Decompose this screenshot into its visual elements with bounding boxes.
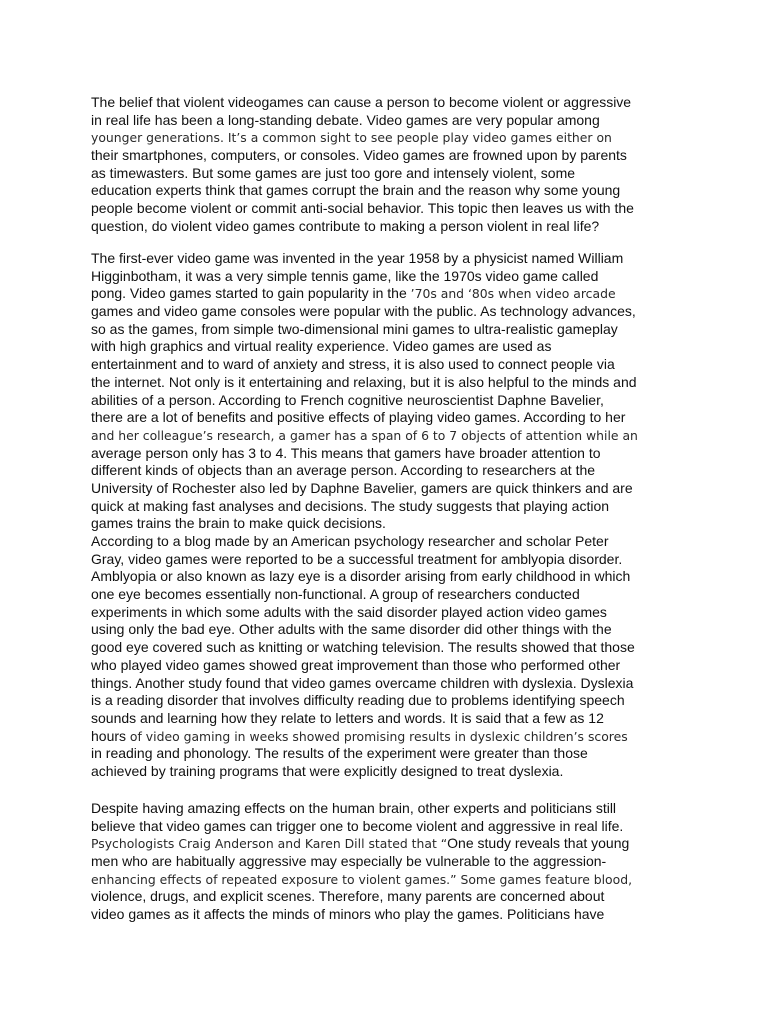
text-line (91, 409, 681, 427)
text-segment: violence, drugs, and explicit scenes. Therefore, many parents are concerned about (91, 888, 605, 905)
text-segment: believe that video games can trigger one to become violent and aggressive in real life. (91, 817, 624, 834)
text-line (91, 321, 681, 339)
text-line (91, 303, 681, 321)
text-segment: there are a lot of benefits and positive effects of playing video games. According to her (91, 409, 626, 426)
text-segment: University of Rochester also led by Daphne Bavelier, gamers are quick thinkers and are (91, 479, 633, 496)
text-segment: enhancing effects of repeated exposure to violent games.” Some games feature blood, (91, 871, 633, 887)
text-segment: people become violent or commit anti-social behavior. This topic then leaves us with the (91, 200, 634, 217)
text-segment: Gray, video games were reported to be a successful treatment for amblyopia disorder. (91, 550, 623, 567)
text-segment: good eye covered such as knitting or watching television. The results showed that those (91, 639, 635, 656)
text-segment: The belief that violent videogames can cause a person to become violent or aggressive (91, 94, 632, 110)
text-line (91, 427, 681, 445)
text-line (91, 480, 681, 498)
text-segment: video games as it affects the minds of minors who play the games. Politicians have (91, 906, 605, 923)
text-segment: in reading and phonology. The results of the experiment were greater than those (91, 745, 588, 762)
text-line (91, 728, 681, 746)
text-line (91, 392, 681, 410)
text-segment: of video gaming in weeks showed promising results in dyslexic children’s scores (129, 728, 628, 744)
text-segment: education experts think that games corrupt the brain and the reason why some young (91, 182, 621, 199)
text-line (91, 112, 681, 130)
text-line (91, 871, 681, 889)
text-line (91, 800, 681, 818)
text-line (91, 818, 681, 836)
text-line (91, 621, 681, 639)
text-line (91, 692, 681, 710)
text-segment: quick at making fast analyses and decisions. The study suggests that playing action (91, 497, 610, 514)
paragraph-intro (91, 94, 681, 236)
text-line (91, 533, 681, 551)
paragraph-concerns (91, 800, 681, 924)
text-segment: in real life has been a long-standing debate. Video games are very popular among (91, 111, 600, 128)
text-segment: Despite having amazing effects on the human brain, other experts and politicians still (91, 800, 617, 816)
text-line (91, 835, 681, 853)
text-segment: One study reveals that young (447, 835, 630, 852)
text-line (91, 250, 681, 268)
text-segment: Amblyopia or also known as lazy eye is a disorder arising from early childhood in which (91, 568, 631, 585)
text-line (91, 200, 681, 218)
text-line (91, 604, 681, 622)
text-line (91, 906, 681, 924)
text-line (91, 551, 681, 569)
text-line (91, 218, 681, 236)
text-segment: with high graphics and virtual reality experience. Video games are used as (91, 338, 552, 355)
text-line (91, 462, 681, 480)
text-line (91, 338, 681, 356)
text-line (91, 763, 681, 781)
text-segment: The first-ever video game was invented in the year 1958 by a physicist named William (91, 250, 624, 266)
text-line (91, 639, 681, 657)
text-line (91, 568, 681, 586)
text-line (91, 445, 681, 463)
text-line (91, 94, 681, 112)
text-line (91, 165, 681, 183)
text-segment: entertainment and to ward of anxiety and stress, it is also used to connect people via (91, 356, 615, 373)
text-line (91, 498, 681, 516)
text-segment: sounds and learning how they relate to letters and words. It is said that a few as 12 (91, 709, 604, 726)
text-line (91, 374, 681, 392)
text-line (91, 745, 681, 763)
text-line (91, 675, 681, 693)
text-line (91, 147, 681, 165)
text-line (91, 129, 681, 147)
text-segment: experiments in which some adults with the said disorder played action video games (91, 603, 607, 620)
text-segment: their smartphones, computers, or consoles. Video games are frowned upon by parents (91, 147, 627, 164)
text-segment: Psychologists Craig Anderson and Karen Dill stated that “ (91, 836, 448, 852)
text-segment: younger generations. It’s a common sight to see people play video games either on (91, 130, 612, 146)
text-segment: question, do violent video games contribute to making a person violent in real life? (91, 217, 600, 234)
text-segment: hours (91, 727, 130, 744)
text-segment: achieved by training programs that were explicitly designed to treat dyslexia. (91, 762, 564, 779)
text-segment: things. Another study found that video games overcame children with dyslexia. Dyslexia (91, 674, 634, 691)
text-segment: the internet. Not only is it entertaining and relaxing, but it is also helpful to the minds and (91, 373, 637, 390)
text-segment: one eye becomes essentially non-functional. A group of researchers conducted (91, 586, 580, 603)
text-line (91, 356, 681, 374)
text-line (91, 182, 681, 200)
text-segment: Higginbotham, it was a very simple tennis game, like the 1970s video game called (91, 267, 599, 284)
text-line (91, 657, 681, 675)
text-segment: According to a blog made by an American psychology researcher and scholar Peter (91, 533, 609, 549)
text-segment: abilities of a person. According to French cognitive neuroscientist Daphne Bavelier, (91, 391, 604, 408)
text-segment: ’70s and ‘80s when video arcade (410, 286, 616, 302)
text-segment: using only the bad eye. Other adults with the same disorder did other things with the (91, 621, 612, 638)
text-segment: as timewasters. But some games are just too gore and intensely violent, some (91, 164, 576, 181)
text-segment: pong. Video games started to gain popularity in the (91, 285, 411, 302)
text-line (91, 888, 681, 906)
text-segment: who played video games showed great improvement than those who performed other (91, 656, 621, 673)
text-segment: so as the games, from simple two-dimensional mini games to ultra-realistic gameplay (91, 320, 618, 337)
text-segment: is a reading disorder that involves difficulty reading due to problems identifying speech (91, 692, 625, 709)
text-segment: men who are habitually aggressive may especially be vulnerable to the aggression- (91, 853, 607, 870)
text-segment: and her colleague’s research, a gamer has a span of 6 to 7 objects of attention while an (91, 427, 638, 443)
text-line (91, 853, 681, 871)
text-segment: average person only has 3 to 4. This means that gamers have broader attention to (91, 444, 601, 461)
text-segment: different kinds of objects than an average person. According to researchers at the (91, 462, 596, 479)
text-segment: games and video game consoles were popular with the public. As technology advances, (91, 303, 636, 320)
text-segment: games trains the brain to make quick decisions. (91, 515, 386, 532)
text-line (91, 268, 681, 286)
text-line (91, 586, 681, 604)
text-line (91, 710, 681, 728)
paragraph-history-and-benefits (91, 250, 681, 781)
text-line (91, 285, 681, 303)
text-line (91, 515, 681, 533)
